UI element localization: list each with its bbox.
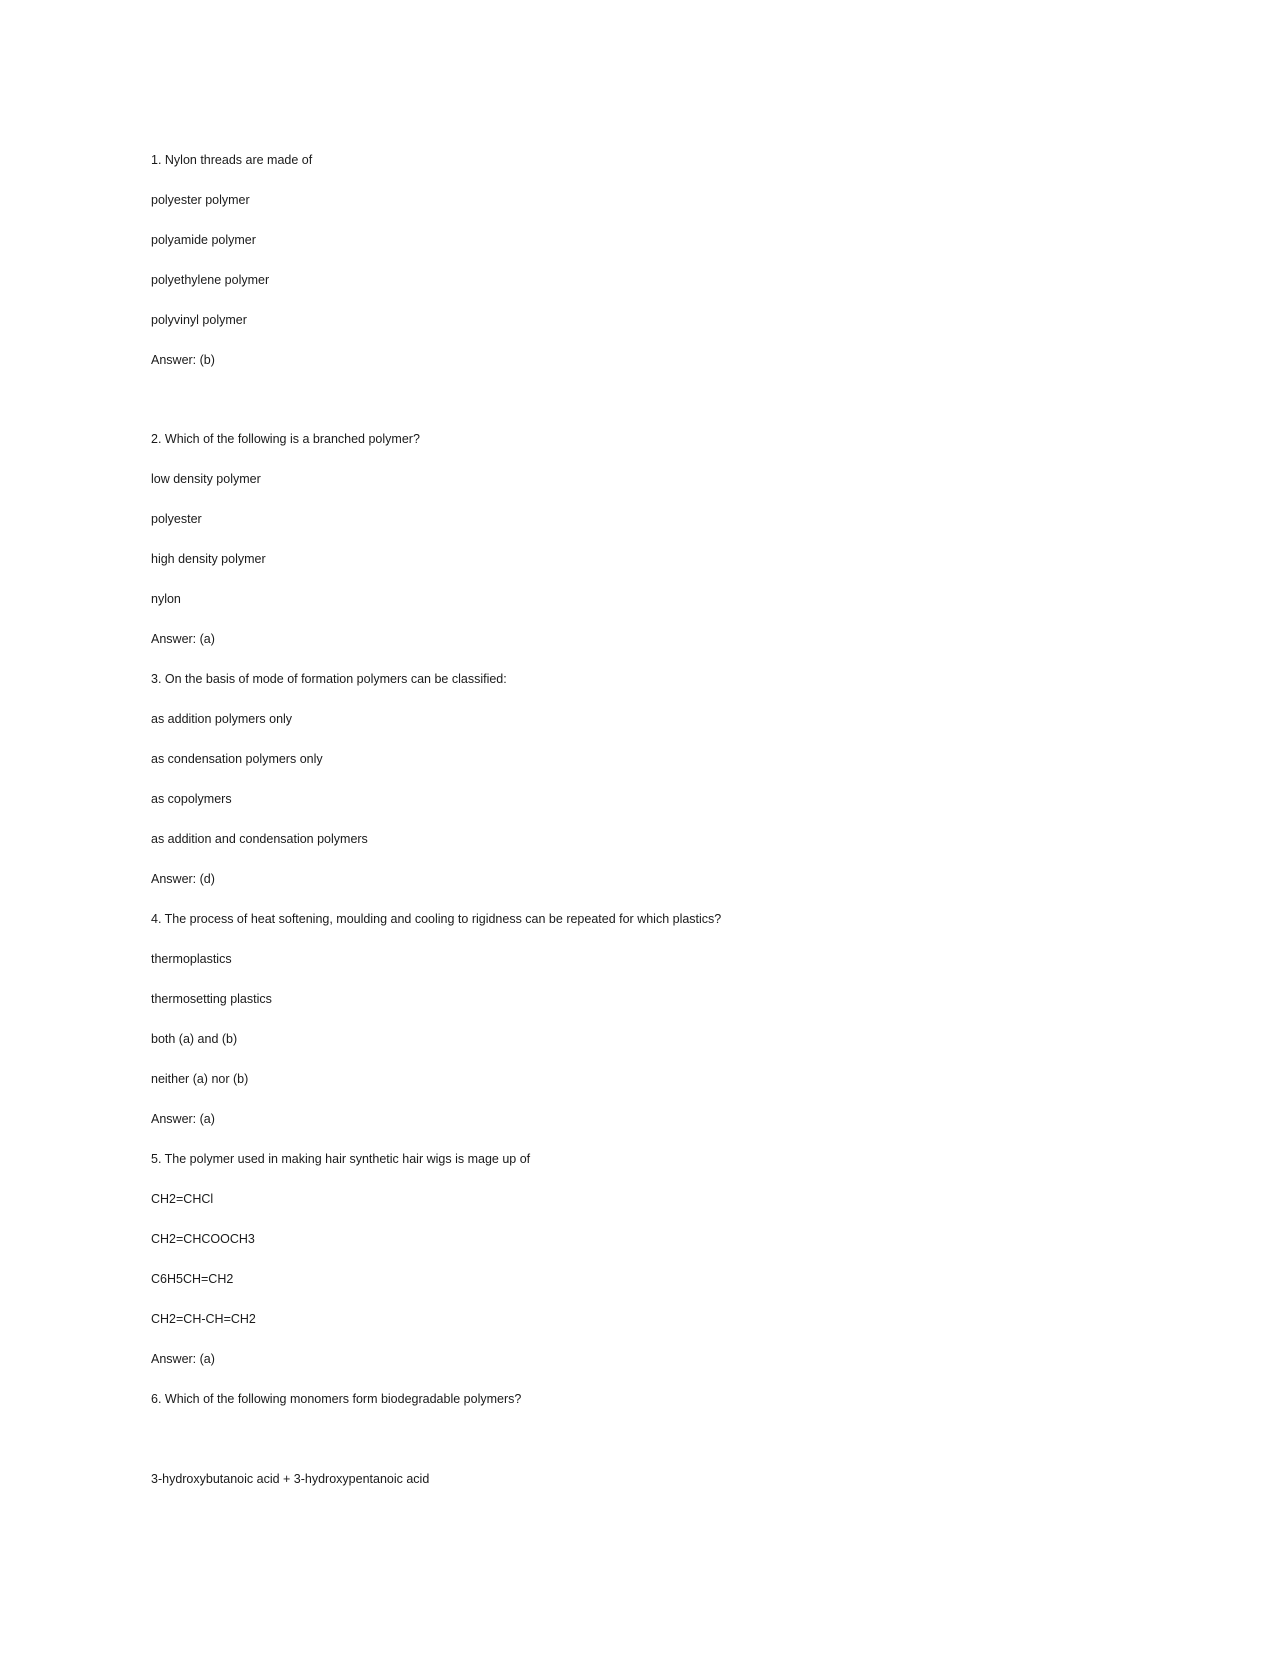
question-2-option-b: polyester [151, 512, 202, 526]
question-5-text: 5. The polymer used in making hair synthetic hair wigs is mage up of [151, 1152, 531, 1166]
question-3-option-a: as addition polymers only [151, 712, 293, 726]
question-1-answer: Answer: (b) [151, 353, 215, 367]
question-4-option-b: thermosetting plastics [151, 992, 272, 1006]
question-4-option-c: both (a) and (b) [151, 1032, 238, 1046]
question-1-option-a: polyester polymer [151, 193, 250, 207]
question-3-option-d: as addition and condensation polymers [151, 832, 368, 846]
question-2-text: 2. Which of the following is a branched polymer? [151, 432, 420, 446]
question-2-answer: Answer: (a) [151, 632, 215, 646]
question-2-option-c: high density polymer [151, 552, 266, 566]
question-4-option-d: neither (a) nor (b) [151, 1072, 249, 1086]
question-6-option-a: 3-hydroxybutanoic acid + 3-hydroxypentanoic acid [151, 1472, 430, 1486]
question-6-text: 6. Which of the following monomers form biodegradable polymers? [151, 1392, 522, 1406]
question-5-option-a: CH2=CHCl [151, 1192, 214, 1206]
question-5-answer: Answer: (a) [151, 1352, 215, 1366]
question-4-option-a: thermoplastics [151, 952, 232, 966]
question-2-option-d: nylon [151, 592, 181, 606]
question-1-option-d: polyvinyl polymer [151, 313, 247, 327]
question-5-option-b: CH2=CHCOOCH3 [151, 1232, 255, 1246]
question-1-text: 1. Nylon threads are made of [151, 153, 313, 167]
question-3-option-c: as copolymers [151, 792, 232, 806]
question-4-text: 4. The process of heat softening, moulding and cooling to rigidness can be repeated for which plastics? [151, 912, 722, 926]
question-5-option-c: C6H5CH=CH2 [151, 1272, 234, 1286]
question-3-answer: Answer: (d) [151, 872, 215, 886]
question-3-option-b: as condensation polymers only [151, 752, 323, 766]
question-1-option-c: polyethylene polymer [151, 273, 270, 287]
question-5-option-d: CH2=CH-CH=CH2 [151, 1312, 256, 1326]
question-1-option-b: polyamide polymer [151, 233, 256, 247]
question-2-option-a: low density polymer [151, 472, 261, 486]
question-4-answer: Answer: (a) [151, 1112, 215, 1126]
question-3-text: 3. On the basis of mode of formation polymers can be classified: [151, 672, 507, 686]
